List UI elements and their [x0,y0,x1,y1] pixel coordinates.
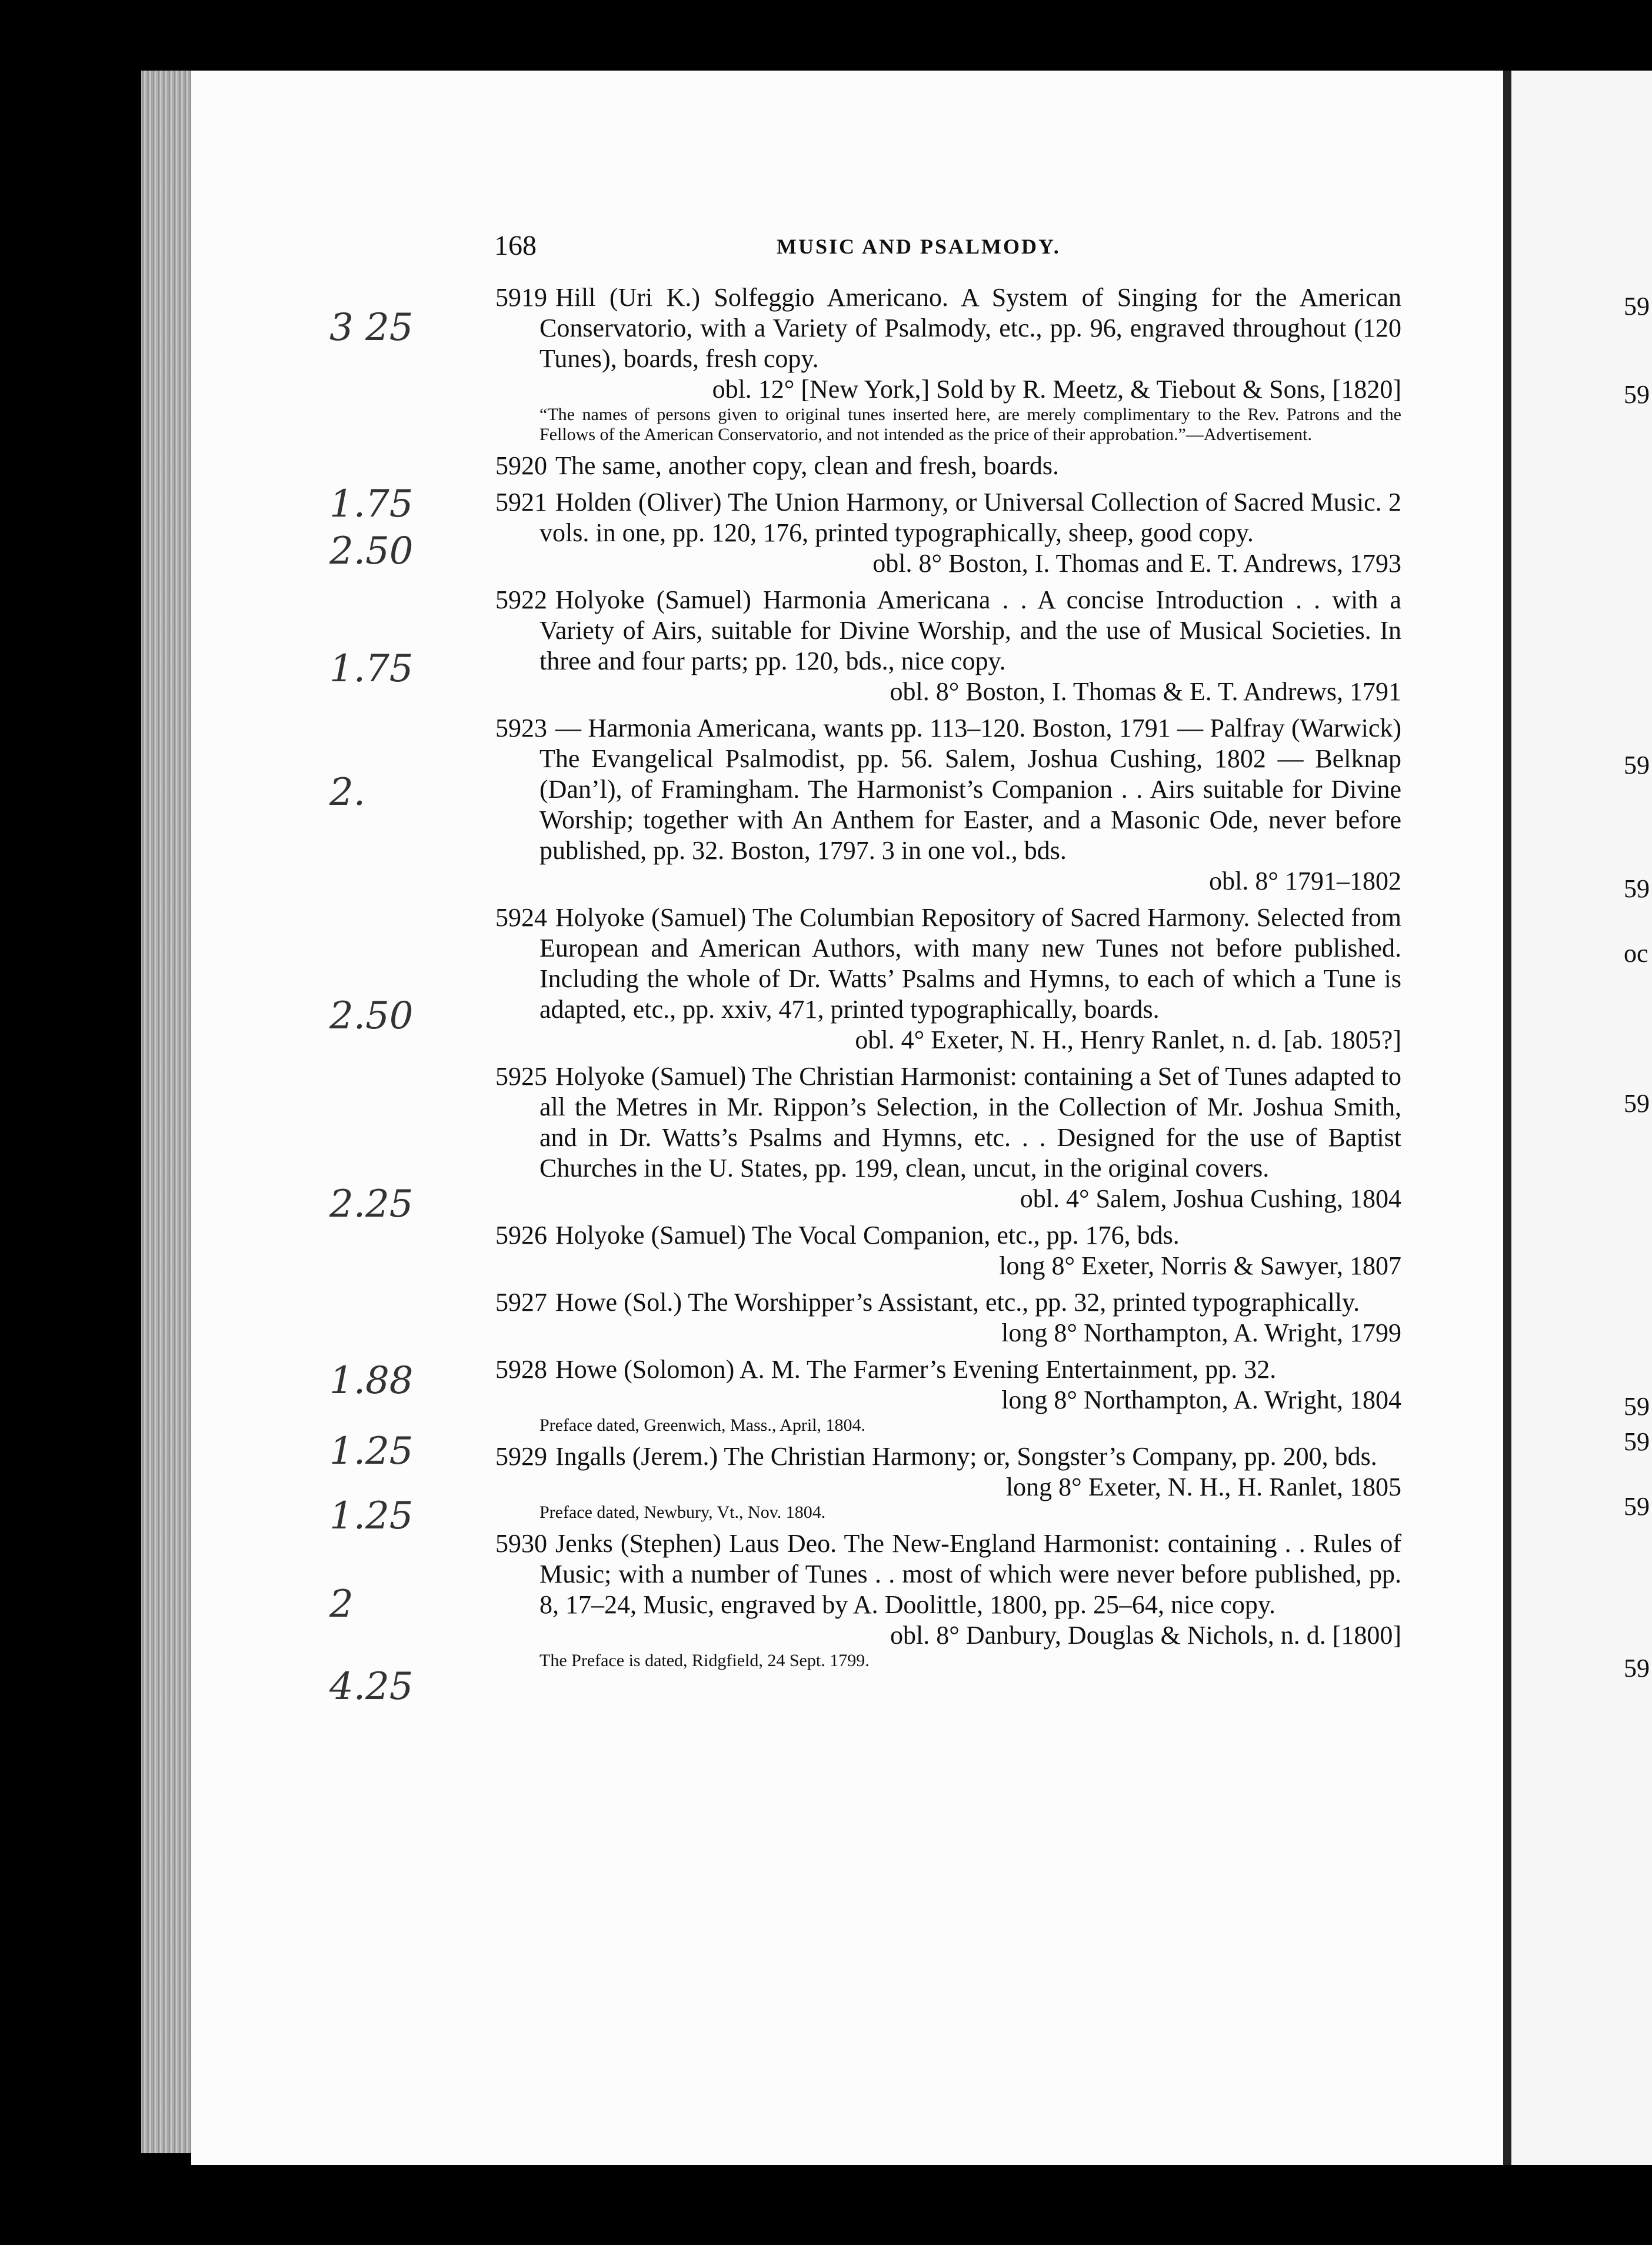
entry-number: 5927 [495,1288,547,1317]
entry-imprint: obl. 8° 1791–1802 [1209,867,1401,895]
catalogue-entry [495,282,1401,445]
facing-page-fragment: 59 [1624,1654,1650,1683]
entry-text [495,1441,1401,1472]
entry-number: 5919 [495,283,547,312]
margin-price: 4.25 [329,1665,414,1708]
entry-text [495,1220,1401,1251]
catalogue-entry [495,1287,1401,1348]
entry-imprint: obl. 12° [New York,] Sold by R. Meetz, & Tiebout & Sons, [1820] [712,375,1401,404]
entry-imprint: long 8° Exeter, Norris & Sawyer, 1807 [999,1251,1401,1280]
entry-description: Holyoke (Samuel) The Vocal Companion, etc., pp. 176, bds. [555,1221,1180,1250]
entry-number: 5924 [495,903,547,932]
entry-number: 5926 [495,1221,547,1250]
entry-number: 5921 [495,488,547,517]
entry-text [495,1528,1401,1620]
entry-imprint: obl. 8° Boston, I. Thomas and E. T. Andrews, 1793 [872,549,1401,578]
running-head [494,229,1398,265]
catalogue-entries [495,282,1401,1677]
entry-number: 5929 [495,1442,547,1471]
facing-page-fragment: 59 [1624,1492,1650,1521]
entry-description: Holyoke (Samuel) Harmonia Americana . . A concise Introduction . . with a Variety of Airs, suitable for Divine Worship, and the use of Musical Societies. In three and four parts; pp. 120, bds., nice copy. [539,585,1401,675]
entry-description: Hill (Uri K.) Solfeggio Americano. A System of Singing for the American Conservatorio, with a Variety of Psalmody, etc., pp. 96, engraved throughout (120 Tunes), boards, fresh copy. [539,283,1401,373]
facing-page-fragment: oc [1624,939,1648,968]
catalogue-entry [495,713,1401,897]
entry-note: The Preface is dated, Ridgfield, 24 Sept. 1799. [539,1651,870,1670]
entry-number: 5923 [495,714,547,742]
entry-text [495,487,1401,548]
entry-number: 5920 [495,451,547,480]
catalogue-entry [495,1354,1401,1435]
facing-page-fragment: 59 [1624,1089,1650,1118]
facing-page-fragment: 59 [1624,1427,1650,1456]
entry-imprint: obl. 4° Salem, Joshua Cushing, 1804 [1020,1184,1401,1213]
entry-imprint: obl. 8° Danbury, Douglas & Nichols, n. d. [1800] [890,1621,1401,1650]
entry-number: 5922 [495,585,547,614]
entry-number: 5928 [495,1355,547,1384]
margin-price: 1.25 [329,1430,414,1473]
entry-note: Preface dated, Greenwich, Mass., April, 1804. [539,1415,866,1435]
entry-description: Howe (Sol.) The Worshipper’s Assistant, etc., pp. 32, printed typographically. [555,1288,1360,1317]
entry-number: 5930 [495,1529,547,1558]
facing-page-fragment: 59 [1624,292,1650,321]
catalogue-entry [495,451,1401,481]
margin-price: 2.50 [329,529,414,573]
book-gutter [1503,71,1511,2165]
entry-imprint: long 8° Northampton, A. Wright, 1804 [1001,1385,1401,1414]
page-number: 168 [494,230,537,261]
margin-price: 2.50 [329,994,414,1038]
catalogue-entry [495,902,1401,1055]
entry-description: Howe (Solomon) A. M. The Farmer’s Evening Entertainment, pp. 32. [555,1355,1277,1384]
facing-page-fragment: 59 [1624,1392,1650,1421]
entry-imprint: long 8° Northampton, A. Wright, 1799 [1001,1318,1401,1347]
facing-page-fragment: 59 [1624,874,1650,903]
book-page-edge [141,71,194,2153]
entry-description: Holyoke (Samuel) The Columbian Repository of Sacred Harmony. Selected from European and American Authors, with many new Tunes not before published. Including the whole of Dr. Watts’ Psalms and Hymns, to each of which a Tune is adapted, etc., pp. xxiv, 471, printed typographically, boards. [539,903,1401,1024]
catalogue-entry [495,1220,1401,1281]
entry-number: 5925 [495,1062,547,1091]
margin-price: 1.25 [329,1494,414,1538]
margin-price: 2. [329,771,366,814]
entry-imprint: long 8° Exeter, N. H., H. Ranlet, 1805 [1005,1473,1401,1501]
margin-price: 1.75 [329,647,414,691]
entry-text [495,1354,1401,1385]
catalogue-entry [495,1441,1401,1523]
entry-description: The same, another copy, clean and fresh, boards. [555,451,1060,480]
entry-text [495,902,1401,1025]
entry-text [495,1287,1401,1318]
entry-text [495,1061,1401,1184]
entry-text [495,451,1401,481]
entry-note: Preface dated, Newbury, Vt., Nov. 1804. [539,1503,826,1522]
margin-price: 1.75 [329,482,414,526]
entry-text [495,585,1401,677]
catalogue-entry [495,487,1401,579]
catalogue-entry [495,585,1401,707]
entry-imprint: obl. 8° Boston, I. Thomas & E. T. Andrews, 1791 [890,677,1401,706]
entry-text [495,282,1401,374]
entry-note: “The names of persons given to original tunes inserted here, are merely complimentary to the Rev. Patrons and the Fellows of the American Conservatorio, and not intended as the price of their approbation.”—Advertisement. [539,405,1401,444]
facing-page-fragment: 59 [1624,380,1650,409]
page-title: MUSIC AND PSALMODY. [777,235,1061,258]
entry-text [495,713,1401,866]
entry-description: Ingalls (Jerem.) The Christian Harmony; or, Songster’s Company, pp. 200, bds. [555,1442,1377,1471]
entry-description: Holden (Oliver) The Union Harmony, or Universal Collection of Sacred Music. 2 vols. in one, pp. 120, 176, printed typographically, sheep, good copy. [539,488,1401,547]
catalogue-entry [495,1528,1401,1671]
entry-description: Jenks (Stephen) Laus Deo. The New-England Harmonist: containing . . Rules of Music; with a number of Tunes . . most of which were never before published, pp. 8, 17–24, Music, engraved by A. Doolittle, 1800, pp. 25–64, nice copy. [539,1529,1401,1619]
facing-page-fragment: 59 [1624,751,1650,780]
margin-price: 2 [329,1583,354,1626]
entry-imprint: obl. 4° Exeter, N. H., Henry Ranlet, n. d. [ab. 1805?] [855,1025,1401,1054]
catalogue-entry [495,1061,1401,1214]
margin-price: 1.88 [329,1359,414,1403]
margin-price: 3 25 [329,306,414,349]
entry-description: Holyoke (Samuel) The Christian Harmonist: containing a Set of Tunes adapted to all the Metres in Mr. Rippon’s Selection, in the Collection of Mr. Joshua Smith, and in Dr. Watts’s Psalms and Hymns, etc. . . Designed for the use of Baptist Churches in the U. States, pp. 199, clean, uncut, in the original covers. [539,1062,1401,1183]
margin-price: 2.25 [329,1183,414,1226]
entry-description: — Harmonia Americana, wants pp. 113–120. Boston, 1791 — Palfray (Warwick) The Evangelical Psalmodist, pp. 56. Salem, Joshua Cushing, 1802 — Belknap (Dan’l), of Framingham. The Harmonist’s Companion . . Airs suitable for Divine Worship; together with An Anthem for Easter, and a Masonic Ode, never before published, pp. 32. Boston, 1797. 3 in one vol., bds. [539,714,1401,865]
